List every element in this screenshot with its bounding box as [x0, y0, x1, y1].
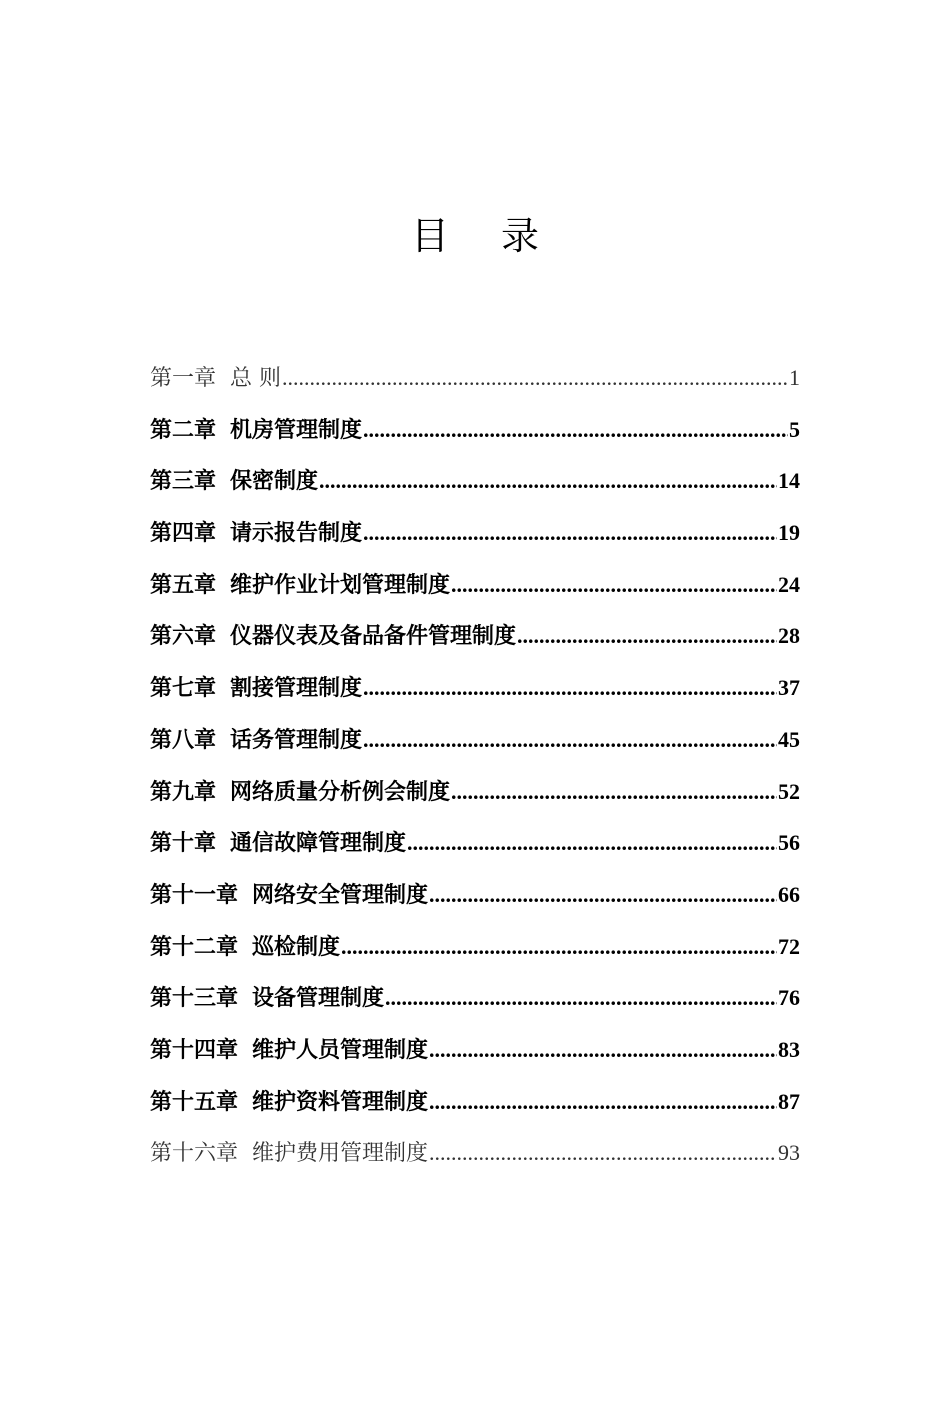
- toc-dot-leader: [363, 507, 777, 559]
- toc-page-number: 66: [778, 881, 800, 907]
- toc-chapter-label: 第十五章: [150, 1088, 239, 1115]
- toc-chapter-title: 维护作业计划管理制度: [230, 571, 451, 598]
- toc-entry[interactable]: [150, 352, 800, 404]
- toc-page-number: 93: [778, 1140, 800, 1166]
- toc-entry[interactable]: [150, 869, 800, 921]
- toc-chapter-title: 话务管理制度: [230, 726, 363, 753]
- toc-title: 目 录: [410, 214, 560, 258]
- toc-entry[interactable]: [150, 1127, 800, 1179]
- toc-entry[interactable]: [150, 921, 800, 973]
- toc-dot-leader: [341, 921, 777, 973]
- toc-dot-leader: [429, 1024, 777, 1076]
- toc-chapter-title: 网络质量分析例会制度: [230, 778, 451, 805]
- toc-chapter-label: 第五章: [150, 571, 217, 598]
- toc-chapter-title: 请示报告制度: [230, 520, 363, 547]
- toc-chapter-title: 维护资料管理制度: [252, 1088, 429, 1115]
- toc-dot-leader: [363, 662, 777, 714]
- toc-chapter-label: 第十三章: [150, 985, 239, 1012]
- toc-page-number: 83: [778, 1036, 800, 1062]
- toc-dot-leader: [385, 972, 777, 1024]
- toc-entry[interactable]: [150, 1076, 800, 1128]
- toc-chapter-title: 通信故障管理制度: [230, 830, 407, 857]
- toc-chapter-label: 第三章: [150, 468, 217, 495]
- toc-dot-leader: [407, 817, 777, 869]
- toc-chapter-title: 维护费用管理制度: [252, 1141, 429, 1167]
- toc-chapter-label: 第十二章: [150, 933, 239, 960]
- toc-page-number: 76: [778, 985, 800, 1011]
- toc-page-number: 72: [778, 933, 800, 959]
- toc-chapter-label: 第七章: [150, 675, 217, 702]
- toc-chapter-label: 第四章: [150, 520, 217, 547]
- toc-entry[interactable]: [150, 610, 800, 662]
- toc-dot-leader: [517, 610, 777, 662]
- toc-page-number: 56: [778, 830, 800, 856]
- toc-chapter-title: 机房管理制度: [230, 416, 363, 443]
- toc-entry[interactable]: [150, 817, 800, 869]
- toc-page-number: 87: [778, 1088, 800, 1114]
- toc-entry[interactable]: [150, 455, 800, 507]
- toc-chapter-label: 第一章: [150, 366, 217, 391]
- toc-entry[interactable]: [150, 559, 800, 611]
- toc-dot-leader: [429, 1076, 777, 1128]
- toc-chapter-label: 第十四章: [150, 1036, 239, 1063]
- toc-entry[interactable]: [150, 972, 800, 1024]
- toc-chapter-label: 第二章: [150, 416, 217, 443]
- toc-dot-leader: [451, 559, 777, 611]
- toc-page-number: 37: [778, 675, 800, 701]
- toc-list: [150, 352, 800, 1179]
- toc-chapter-label: 第十六章: [150, 1141, 239, 1167]
- toc-chapter-label: 第六章: [150, 623, 217, 650]
- toc-dot-leader: [429, 869, 777, 921]
- toc-page-number: 28: [778, 623, 800, 649]
- toc-chapter-label: 第八章: [150, 726, 217, 753]
- toc-page-number: 14: [778, 468, 800, 494]
- toc-entry[interactable]: [150, 662, 800, 714]
- toc-chapter-title: 网络安全管理制度: [252, 881, 429, 908]
- toc-dot-leader: [429, 1127, 777, 1179]
- toc-chapter-title: 割接管理制度: [230, 675, 363, 702]
- toc-entry[interactable]: [150, 766, 800, 818]
- toc-dot-leader: [451, 766, 777, 818]
- toc-chapter-title: 设备管理制度: [252, 985, 385, 1012]
- toc-chapter-label: 第九章: [150, 778, 217, 805]
- toc-chapter-title: 仪器仪表及备品备件管理制度: [230, 623, 517, 650]
- toc-dot-leader: [363, 714, 777, 766]
- toc-chapter-title: 维护人员管理制度: [252, 1036, 429, 1063]
- toc-chapter-title: 总 则: [230, 366, 282, 391]
- toc-entry[interactable]: [150, 404, 800, 456]
- toc-page-number: 52: [778, 778, 800, 804]
- toc-page-number: 1: [789, 365, 800, 390]
- toc-entry[interactable]: [150, 1024, 800, 1076]
- toc-page-number: 19: [778, 520, 800, 546]
- toc-dot-leader: [282, 352, 788, 404]
- toc-entry[interactable]: [150, 507, 800, 559]
- toc-page-number: 5: [789, 416, 800, 442]
- toc-dot-leader: [363, 404, 788, 456]
- toc-chapter-label: 第十一章: [150, 881, 239, 908]
- toc-chapter-title: 巡检制度: [252, 933, 341, 960]
- toc-chapter-title: 保密制度: [230, 468, 319, 495]
- toc-entry[interactable]: [150, 714, 800, 766]
- toc-page-number: 45: [778, 726, 800, 752]
- toc-chapter-label: 第十章: [150, 830, 217, 857]
- toc-dot-leader: [319, 455, 777, 507]
- toc-page-number: 24: [778, 571, 800, 597]
